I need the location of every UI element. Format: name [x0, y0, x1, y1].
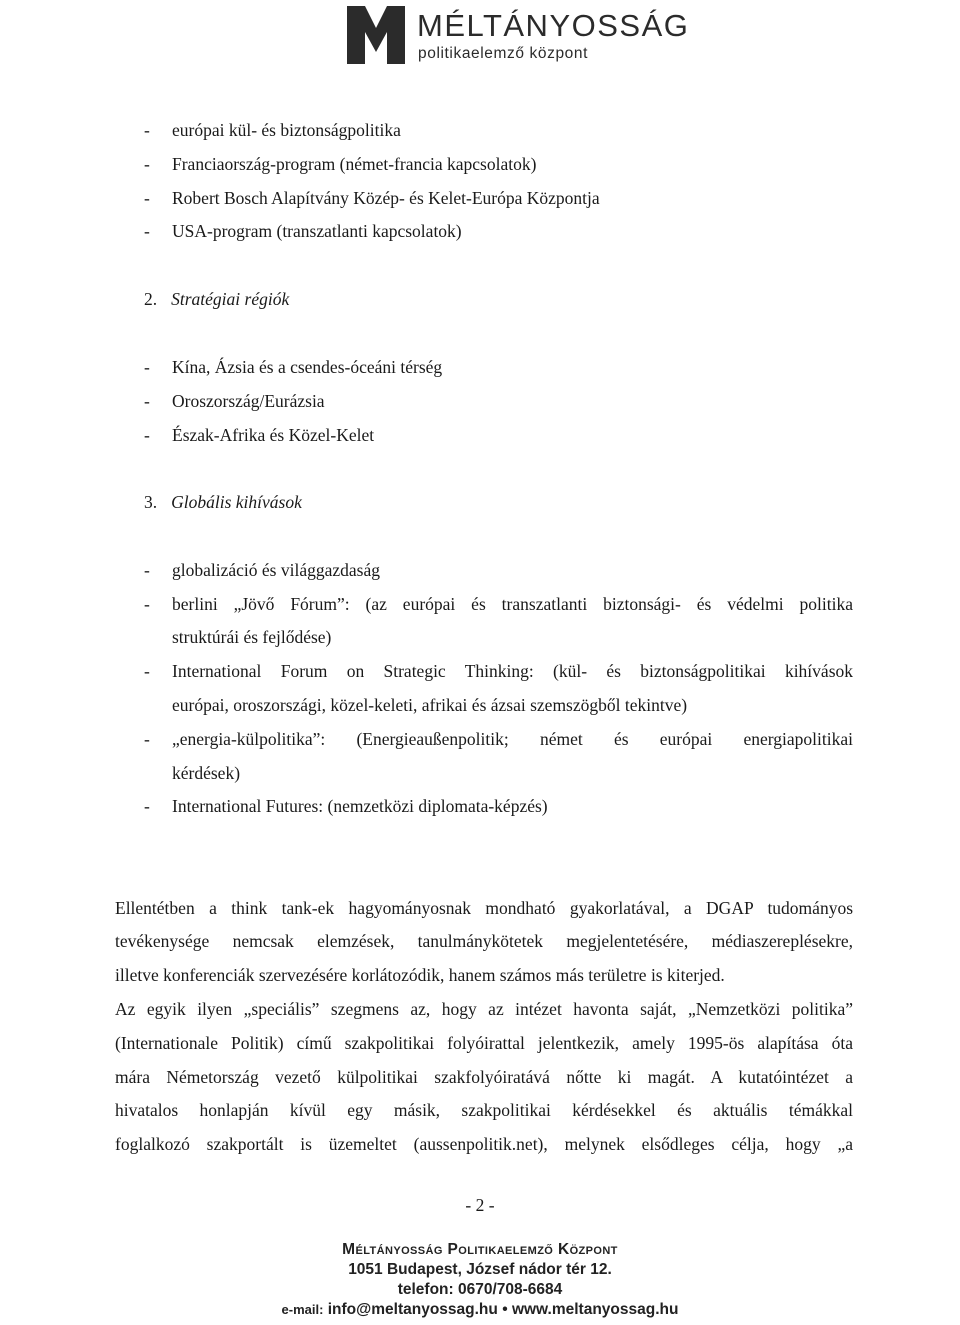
footer-address: 1051 Budapest, József nádor tér 12.: [348, 1261, 612, 1278]
list-item: Oroszország/Eurázsia: [172, 391, 325, 411]
list-item: Észak-Afrika és Közel-Kelet: [172, 425, 375, 445]
section-number: 2.: [144, 289, 158, 309]
list-item: Kína, Ázsia és a csendes-óceáni térség: [172, 357, 443, 377]
section-heading-3: [144, 491, 302, 513]
footer-email-label: e-mail:: [281, 1302, 324, 1317]
list-item-line: kérdések): [172, 763, 241, 783]
footer-phone: telefon: 0670/708-6684: [397, 1281, 563, 1298]
list-item-line: International Forum on Strategic Thinking: (kül- és biztonságpolitikai kihívások: [172, 661, 853, 681]
list-item: Franciaország-program (német-francia kapcsolatok): [172, 154, 537, 174]
list-item: International Futures: (nemzetközi diplomata-képzés): [172, 796, 548, 816]
list-bullet-dash: -: [144, 796, 150, 816]
paragraph-line: foglalkozó szakportált is üzemeltet (aussenpolitik.net), melynek elsődleges célja, hogy „a: [115, 1134, 853, 1154]
list-bullet-dash: -: [144, 120, 150, 140]
section-title: Stratégiai régiók: [171, 289, 290, 309]
list-bullet-dash: -: [144, 594, 150, 614]
footer-website-link[interactable]: www.meltanyossag.hu: [511, 1301, 679, 1318]
list-bullet-dash: -: [144, 661, 150, 681]
logo-m-icon: [347, 6, 405, 64]
list-item-line: berlini „Jövő Fórum”: (az európai és transzatlanti biztonsági- és védelmi politika: [172, 594, 853, 614]
list-item: Robert Bosch Alapítvány Közép- és Kelet-Európa Központja: [172, 188, 600, 208]
footer-org-name: Méltányosság Politikaelemző Központ: [342, 1241, 618, 1258]
logo-title: MÉLTÁNYOSSÁG: [417, 8, 690, 43]
list-item: globalizáció és világgazdaság: [172, 560, 380, 580]
section-heading-2: [144, 288, 289, 310]
list-item: USA-program (transzatlanti kapcsolatok): [172, 221, 462, 241]
list-bullet-dash: -: [144, 425, 150, 445]
list-item-line: „energia-külpolitika”: (Energieaußenpolitik; német és európai energiapolitikai: [172, 729, 853, 749]
list-bullet-dash: -: [144, 391, 150, 411]
list-bullet-dash: -: [144, 188, 150, 208]
section-title: Globális kihívások: [171, 492, 302, 512]
list-bullet-dash: -: [144, 560, 150, 580]
list-bullet-dash: -: [144, 357, 150, 377]
section-number: 3.: [144, 492, 158, 512]
footer-email-link[interactable]: info@meltanyossag.hu: [327, 1301, 498, 1318]
page-number: - 2 -: [465, 1195, 495, 1215]
footer-contact: [0, 1300, 960, 1320]
paragraph-line: tevékenysége nemcsak elemzések, tanulmánykötetek megjelentetésére, médiaszereplésekre,: [115, 931, 853, 951]
list-bullet-dash: -: [144, 221, 150, 241]
paragraph-line: illetve konferenciák szervezésére korlátozódik, hanem számos más területre is kiterjed.: [115, 965, 725, 985]
paragraph-line: Az egyik ilyen „speciális” szegmens az, hogy az intézet havonta saját, „Nemzetközi politika”: [115, 999, 853, 1019]
footer: [0, 1240, 960, 1320]
paragraph-line: Ellentétben a think tank-ek hagyományosnak mondható gyakorlatával, a DGAP tudományos: [115, 898, 853, 918]
logo-subtitle: politikaelemző központ: [418, 45, 589, 62]
footer-separator: •: [502, 1301, 508, 1318]
list-item-line: európai, oroszországi, közel-keleti, afrikai és ázsai szemszögből tekintve): [172, 695, 688, 715]
list-bullet-dash: -: [144, 729, 150, 749]
paragraph-line: hivatalos honlapján kívül egy másik, szakpolitikai kérdésekkel és aktuális témákkal: [115, 1100, 853, 1120]
paragraph-line: (Internationale Politik) című szakpolitikai folyóirattal jelentkezik, amely 1995-ös alapítása óta: [115, 1033, 853, 1053]
list-bullet-dash: -: [144, 154, 150, 174]
list-item: európai kül- és biztonságpolitika: [172, 120, 401, 140]
paragraph-line: mára Németország vezető külpolitikai szakfolyóiratává nőtte ki magát. A kutatóintézet a: [115, 1067, 853, 1087]
list-item-line: struktúrái és fejlődése): [172, 627, 332, 647]
